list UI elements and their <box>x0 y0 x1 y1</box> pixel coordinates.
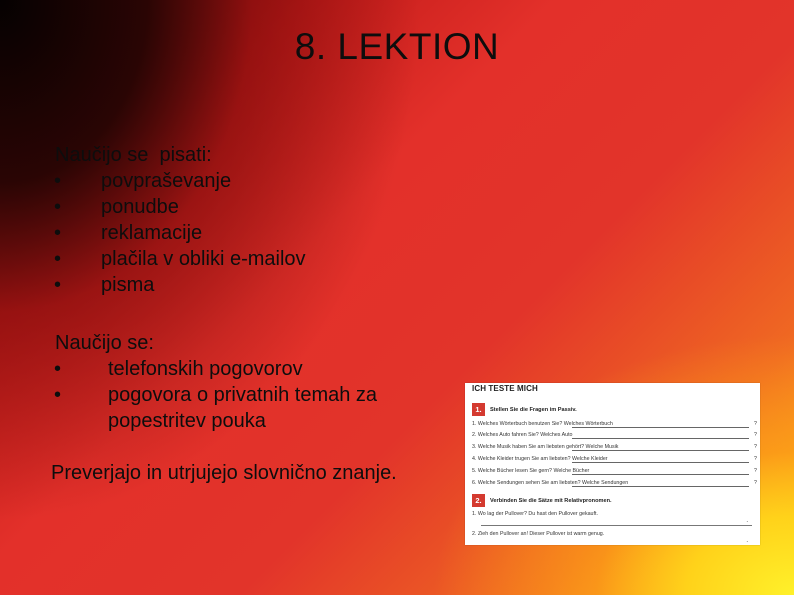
exercise-row: 3. Welche Musik haben Sie am liebsten gehört? Welche Musik ? <box>472 444 757 450</box>
bullet-icon: • <box>54 196 62 218</box>
bullet-icon: • <box>54 274 62 296</box>
slide-title: 8. LEKTION <box>294 26 500 67</box>
list-item: • reklamacije <box>54 222 203 244</box>
exercise-row: 2. Zieh den Pullover an! Dieser Pullover ist warm genug. <box>472 531 605 537</box>
bullet-icon: • <box>54 384 62 406</box>
task-instruction: Stellen Sie die Fragen im Passiv. <box>490 406 577 413</box>
exercise-row: 5. Welche Bücher lesen Sie gern? Welche Bücher ? <box>472 468 757 474</box>
worksheet-title: ICH TESTE MICH <box>472 384 538 393</box>
bullet-icon: • <box>54 248 62 270</box>
exercise-row: 1. Wo lag der Pullover? Du hast den Pullover gekauft. <box>472 511 598 517</box>
bullet-icon: • <box>54 170 62 192</box>
exercise-row: 6. Welche Sendungen sehen Sie am liebsten? Welche Sendungen ? <box>472 480 757 486</box>
task-number-badge: 1. <box>472 403 485 416</box>
list-item: • plačila v obliki e-mailov <box>54 248 306 270</box>
list-item: • ponudbe <box>54 196 179 218</box>
summary-text: Preverjajo in utrjujejo slovnično znanje. <box>51 462 397 484</box>
task-instruction: Verbinden Sie die Sätze mit Relativpronomen. <box>490 497 612 504</box>
list-item: • povpraševanje <box>54 170 232 192</box>
list-item: • telefonskih pogovorov <box>54 358 303 380</box>
speaking-heading: Naučijo se: <box>55 332 154 354</box>
bullet-icon: • <box>54 358 62 380</box>
list-item: • pisma <box>54 274 155 296</box>
speaking-skills-block <box>50 330 378 434</box>
exercise-row: 4. Welche Kleider trugen Sie am liebsten? Welche Kleider ? <box>472 456 757 462</box>
task-number-badge: 2. <box>472 494 485 507</box>
writing-skills-block <box>50 142 306 298</box>
writing-heading: Naučijo se pisati: <box>55 144 212 166</box>
task-2-header <box>472 494 612 507</box>
worksheet-image: ICH TESTE MICH 1. Stellen Sie die Fragen im Passiv. 1. Welches Wörterbuch benutzen Sie? Welches Wörterbuch ? 2. Welches Auto fahren Sie? Welches Auto ? 3. Welche Musik haben Sie am liebsten gehört? Welche Musik ? 4. Welche Kleider trugen Sie am liebsten? Welche Kleider ? 5. Welche Bücher lesen Sie gern? Welche Bücher ? 6. Welche Sendungen sehen Sie am liebsten? Welche Sendungen ? 2. Verbinden Sie die Sätze mit Relativpronomen. 1. Wo lag der Pullover? Du hast den Pullover gekauft. . 2. Zieh den Pullover an! Dieser Pullover ist warm genug. . <box>465 383 760 545</box>
task-1-header <box>472 403 577 416</box>
exercise-row: 1. Welches Wörterbuch benutzen Sie? Welches Wörterbuch ? <box>472 421 757 427</box>
bullet-icon: • <box>54 222 62 244</box>
list-item: • pogovora o privatnih temah za popestritev pouka <box>54 384 378 432</box>
answer-line <box>481 525 752 526</box>
exercise-row: 2. Welches Auto fahren Sie? Welches Auto ? <box>472 432 757 438</box>
